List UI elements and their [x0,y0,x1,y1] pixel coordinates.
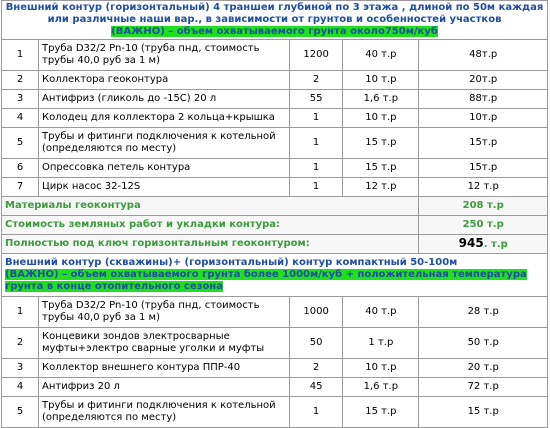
item-total: 15 т.р [419,397,548,428]
item-total: 48т.р [419,40,548,71]
row-number: 1 [2,297,39,328]
item-price: 1,6 т.р [343,90,419,109]
item-quantity: 1 [289,128,342,159]
earthworks-summary-row [2,216,548,235]
item-total: 20т.р [419,71,548,90]
turnkey-summary-amount: 945 [458,236,484,250]
table-row [2,359,548,378]
item-name: Опрессовка петель контура [39,159,290,178]
item-price: 15 т.р [343,397,419,428]
row-number: 1 [2,40,39,71]
materials-summary-label: Материалы геоконтура [2,197,419,216]
item-price: 12 т.р [343,178,419,197]
row-number: 6 [2,159,39,178]
section1-header [2,1,548,40]
section1-header-text: Внешний контур (горизонтальный) 4 траншеи глубиной по 3 этажа , длиной по 50м каждая или различные наши вар., в зависимости от грунтов и особенностей участков [5,2,544,25]
section2-header [2,254,548,297]
item-name: Труба D32/2 Pn-10 (труба пнд, стоимость трубы 40,0 руб за 1 м) [39,40,290,71]
item-total: 12 т.р [419,178,548,197]
table-row [2,128,548,159]
item-quantity: 45 [289,378,342,397]
item-quantity: 55 [289,90,342,109]
table-row [2,40,548,71]
row-number: 2 [2,328,39,359]
earthworks-summary-value [419,216,548,235]
item-quantity: 1 [289,159,342,178]
row-number: 7 [2,178,39,197]
item-quantity: 1000 [289,297,342,328]
item-quantity: 50 [289,328,342,359]
item-total: 50 т.р [419,328,548,359]
row-number: 5 [2,397,39,428]
materials-summary-row [2,197,548,216]
item-price: 1,6 т.р [343,378,419,397]
materials-summary-amount: 208 т.р [462,200,504,211]
item-name: Цирк насос 32-12S [39,178,290,197]
row-number: 4 [2,378,39,397]
turnkey-summary-row [2,235,548,254]
item-name: Трубы и фитинги подключения к котельной (определяются по месту) [39,397,290,428]
item-quantity: 1200 [289,40,342,71]
item-price: 15 т.р [343,128,419,159]
table-row [2,71,548,90]
turnkey-summary-label: Полностью под ключ горизонтальным геоконтуром: [2,235,419,254]
row-number: 5 [2,128,39,159]
item-name: Труба D32/2 Pn-10 (труба пнд, стоимость трубы 40,0 руб за 1 м) [39,297,290,328]
table-row [2,90,548,109]
item-price: 15 т.р [343,159,419,178]
item-total: 15т.р [419,128,548,159]
item-name: Концевики зондов электросварные муфты+электро сварные уголки и муфты [39,328,290,359]
item-total: 28 т.р [419,297,548,328]
row-number: 2 [2,71,39,90]
item-price: 1 т.р [343,328,419,359]
section1-header-highlight: (ВАЖНО) – объем охватываемого грунта около750м/куб [111,26,438,37]
item-price: 10 т.р [343,109,419,128]
item-price: 10 т.р [343,359,419,378]
table-row [2,378,548,397]
table-row [2,297,548,328]
section2-header-highlight: (ВАЖНО) – объем охватываемого грунта более 1000м/куб + положительная температура грунта в конце отопительного сезона [5,269,527,292]
item-total: 20 т.р [419,359,548,378]
turnkey-summary-value [419,235,548,254]
item-quantity: 2 [289,71,342,90]
item-quantity: 1 [289,397,342,428]
section1-header-row [2,1,548,40]
item-quantity: 2 [289,359,342,378]
price-table [1,0,548,428]
item-total: 88т.р [419,90,548,109]
item-name: Антифриз (гликоль до -15С) 20 л [39,90,290,109]
table-row [2,159,548,178]
table-row [2,109,548,128]
item-total: 15т.р [419,159,548,178]
item-name: Коллектора геоконтура [39,71,290,90]
table-row [2,328,548,359]
table-row [2,397,548,428]
item-name: Антифриз 20 л [39,378,290,397]
item-price: 40 т.р [343,297,419,328]
earthworks-summary-label: Стоимость земляных работ и укладки контура: [2,216,419,235]
table-row [2,178,548,197]
item-quantity: 1 [289,178,342,197]
section2-header-row [2,254,548,297]
item-price: 40 т.р [343,40,419,71]
item-total: 72 т.р [419,378,548,397]
item-total: 10т.р [419,109,548,128]
item-quantity: 1 [289,109,342,128]
item-name: Коллектор внешнего контура ППР-40 [39,359,290,378]
row-number: 3 [2,359,39,378]
item-name: Колодец для коллектора 2 кольца+крышка [39,109,290,128]
row-number: 4 [2,109,39,128]
earthworks-summary-amount: 250 т.р [462,219,504,230]
turnkey-summary-unit: . т.р [483,239,508,250]
section2-header-text: Внешний контур (скважины)+ (горизонтальный) контур компактный 50-100м [5,257,458,268]
row-number: 3 [2,90,39,109]
materials-summary-value [419,197,548,216]
item-name: Трубы и фитинги подключения к котельной (определяются по месту) [39,128,290,159]
item-price: 10 т.р [343,71,419,90]
